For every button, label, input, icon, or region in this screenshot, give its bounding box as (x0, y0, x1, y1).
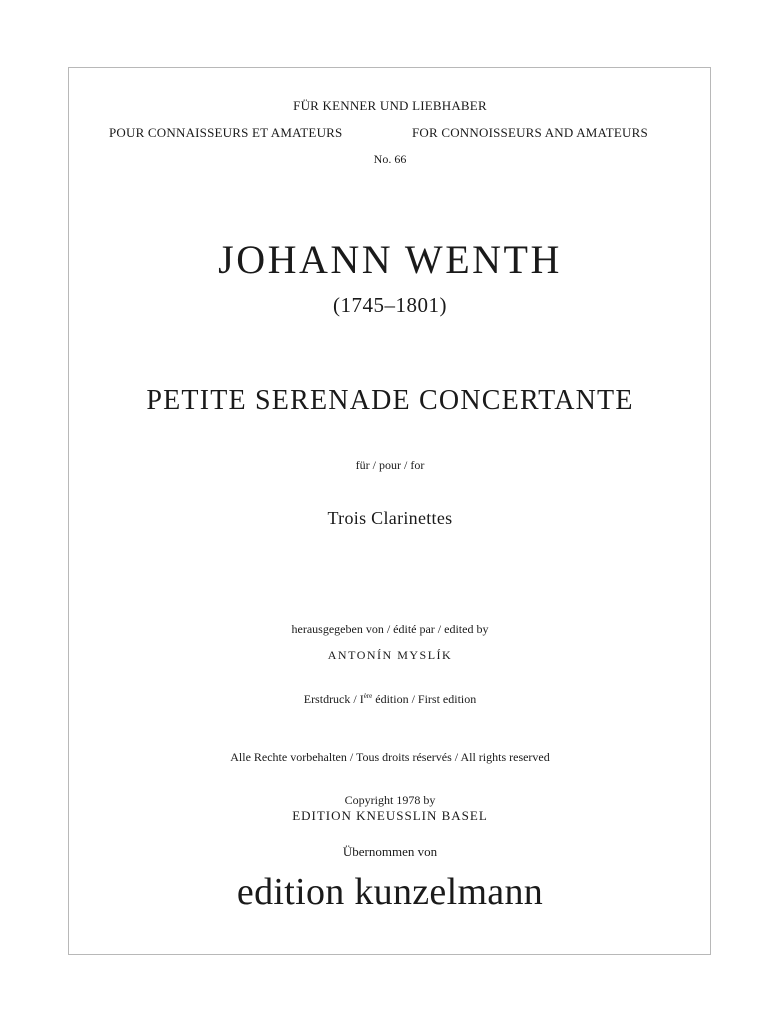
original-publisher: EDITION KNEUSSLIN BASEL (292, 808, 488, 823)
edition-note-prefix: Erstdruck / I (303, 692, 364, 706)
taken-over-label: Übernommen von (342, 844, 438, 859)
series-title-german: FÜR KENNER UND LIEBHABER (293, 98, 487, 113)
edited-by-label: herausgegeben von / édité par / edited by (291, 622, 489, 636)
copyright-line: Copyright 1978 by (344, 793, 436, 807)
edition-note-suffix: édition / First edition (372, 692, 477, 706)
instrumentation: Trois Clarinettes (327, 508, 453, 528)
for-label: für / pour / for (355, 458, 425, 472)
series-title-french: POUR CONNAISSEURS ET AMATEURS (109, 125, 343, 140)
editor-name: ANTONÍN MYSLÍK (327, 648, 453, 662)
work-title: PETITE SERENADE CONCERTANTE (146, 385, 634, 416)
publisher-brand: edition kunzelmann (236, 871, 544, 913)
edition-note (0, 692, 780, 707)
composer-dates: (1745–1801) (333, 293, 447, 317)
series-title-english: FOR CONNOISSEURS AND AMATEURS (412, 125, 648, 140)
rights-notice: Alle Rechte vorbehalten / Tous droits réservés / All rights reserved (230, 750, 550, 764)
composer-name: JOHANN WENTH (218, 237, 562, 282)
series-number: No. 66 (373, 152, 407, 166)
edition-note-superscript: ère (363, 692, 373, 700)
